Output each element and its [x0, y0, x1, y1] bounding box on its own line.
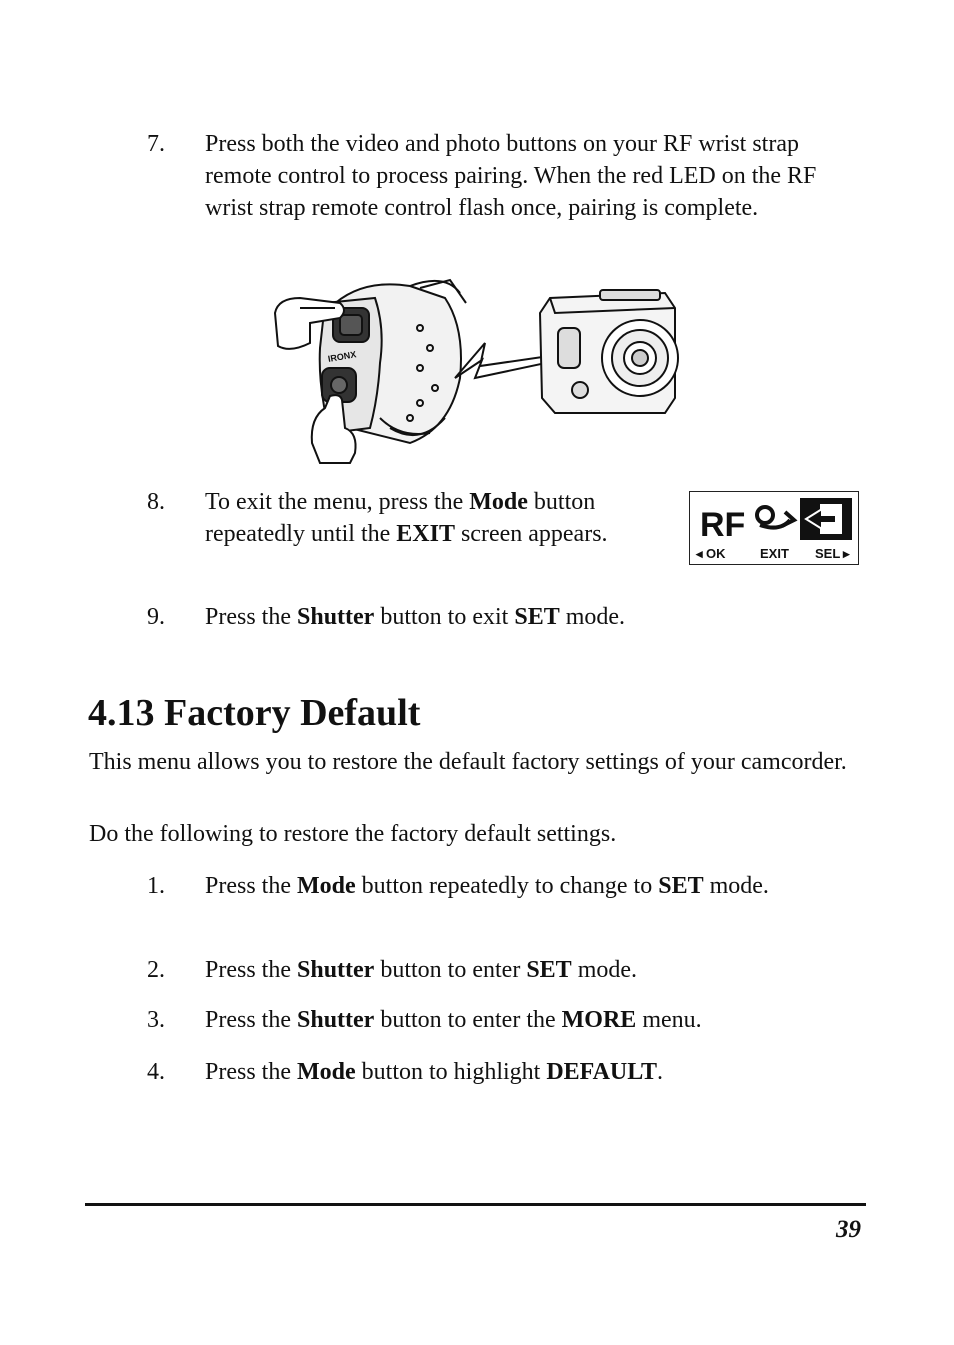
step-1	[147, 870, 857, 902]
step-number: 2.	[147, 957, 165, 983]
step-text: Press the Shutter button to enter the MORE menu.	[205, 1007, 702, 1033]
rf-label: RF	[700, 506, 746, 544]
section-heading: 4.13 Factory Default	[88, 692, 421, 734]
step-number: 9.	[147, 604, 165, 630]
lcd-exit-screen	[689, 491, 859, 565]
exit-label: EXIT	[760, 546, 789, 561]
step-text: Press both the video and photo buttons on your RF wrist strap remote control to process pairing. When the red LED on the RF wrist strap remote control flash once, pairing is complete.	[205, 131, 817, 221]
step-7	[147, 128, 857, 224]
pairing-illustration	[270, 268, 680, 468]
step-text: Press the Shutter button to exit SET mode.	[205, 604, 626, 630]
step-3	[147, 1004, 857, 1036]
step-2	[147, 954, 857, 986]
section-lead: Do the following to restore the factory default settings.	[89, 821, 617, 847]
step-number: 4.	[147, 1059, 165, 1085]
page-number: 39	[836, 1216, 861, 1243]
step-text: To exit the menu, press the Mode button repeatedly until the EXIT screen appears.	[205, 489, 608, 547]
step-text: Press the Shutter button to enter SET mode.	[205, 957, 638, 983]
brand-logo: IRONX	[327, 349, 357, 365]
sel-arrow-icon: ▸	[843, 546, 850, 561]
settings-return-icon	[757, 507, 794, 528]
exit-icon	[800, 498, 852, 540]
step-number: 1.	[147, 873, 165, 899]
step-number: 7.	[147, 131, 165, 157]
step-number: 8.	[147, 489, 165, 515]
ok-label: OK	[706, 546, 726, 561]
step-text: Press the Mode button to highlight DEFAULT.	[205, 1059, 664, 1085]
step-4	[147, 1056, 857, 1088]
sel-label: SEL	[815, 546, 841, 561]
step-text: Press the Mode button repeatedly to change to SET mode.	[205, 873, 769, 899]
step-number: 3.	[147, 1007, 165, 1033]
step-9	[147, 601, 857, 633]
ok-arrow-icon: ◂	[696, 546, 703, 561]
footer-rule	[85, 1203, 866, 1206]
section-intro: This menu allows you to restore the default factory settings of your camcorder.	[89, 749, 847, 775]
step-8	[147, 486, 617, 550]
